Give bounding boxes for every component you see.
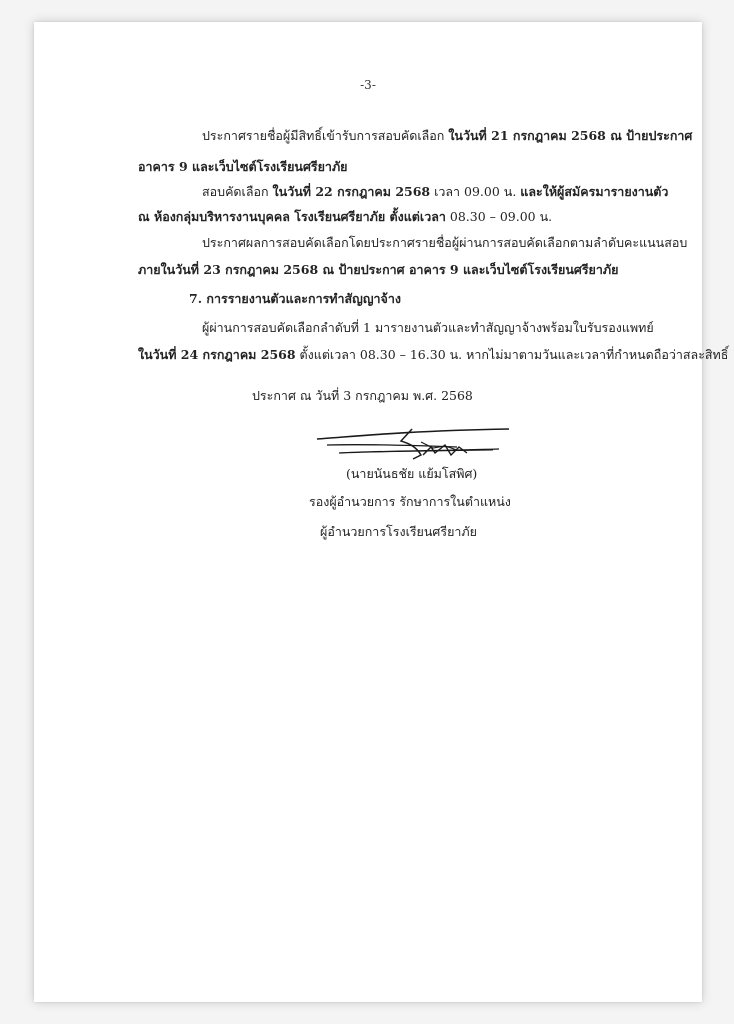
page-number: -3- [360, 78, 376, 92]
handwritten-signature [309, 417, 509, 467]
paragraph-2-date: ในวันที่ 22 กรกฎาคม 2568 [272, 184, 431, 199]
paragraph-2-time: เวลา 09.00 น. [430, 184, 521, 199]
paragraph-4-text: ตั้งแต่เวลา 08.30 – 16.30 น. หากไม่มาตามวันและเวลาที่กำหนดถือว่าสละสิทธิ์ [295, 347, 729, 362]
document-page [34, 22, 729, 1002]
paragraph-2-location: ณ ห้องกลุ่มบริหารงานบุคคล โรงเรียนศรียาภัย ตั้งแต่เวลา [138, 209, 446, 224]
paragraph-4-line-1: ผู้ผ่านการสอบคัดเลือกลำดับที่ 1 มารายงานตัวและทำสัญญาจ้างพร้อมใบรับรองแพทย์ [202, 320, 654, 335]
section-7-heading: 7. การรายงานตัวและการทำสัญญาจ้าง [189, 291, 401, 306]
paragraph-2-text: สอบคัดเลือก [202, 184, 273, 199]
signatory-position-1: รองผู้อำนวยการ รักษาการในตำแหน่ง [309, 494, 511, 509]
signatory-position-2: ผู้อำนวยการโรงเรียนศรียาภัย [320, 524, 477, 539]
paragraph-3-line-1: ประกาศผลการสอบคัดเลือกโดยประกาศรายชื่อผู้ผ่านการสอบคัดเลือกตามลำดับคะแนนสอบ [202, 235, 688, 250]
announcement-date: ประกาศ ณ วันที่ 3 กรกฎาคม พ.ศ. 2568 [252, 388, 473, 403]
paragraph-4-line-2 [138, 347, 728, 363]
paragraph-1-text: ประกาศรายชื่อผู้มีสิทธิ์เข้ารับการสอบคัดเลือก [202, 128, 449, 143]
paragraph-2-report: และให้ผู้สมัครมารายงานตัว [520, 184, 669, 199]
paragraph-1-date: ในวันที่ 21 กรกฎาคม 2568 ณ ป้ายประกาศ [448, 128, 693, 143]
paragraph-1-line-2: อาคาร 9 และเว็บไซต์โรงเรียนศรียาภัย [138, 159, 348, 174]
paragraph-2-time-range: 08.30 – 09.00 น. [445, 209, 553, 224]
signatory-name: (นายนันธชัย แย้มโสพิศ) [346, 466, 478, 481]
paragraph-2-line-2 [138, 209, 552, 225]
paragraph-3-line-2: ภายในวันที่ 23 กรกฎาคม 2568 ณ ป้ายประกาศ อาคาร 9 และเว็บไซต์โรงเรียนศรียาภัย [138, 262, 619, 277]
paragraph-2-line-1 [202, 184, 668, 200]
paragraph-1-line-1 [202, 128, 692, 144]
paragraph-4-date: ในวันที่ 24 กรกฎาคม 2568 [138, 347, 296, 362]
